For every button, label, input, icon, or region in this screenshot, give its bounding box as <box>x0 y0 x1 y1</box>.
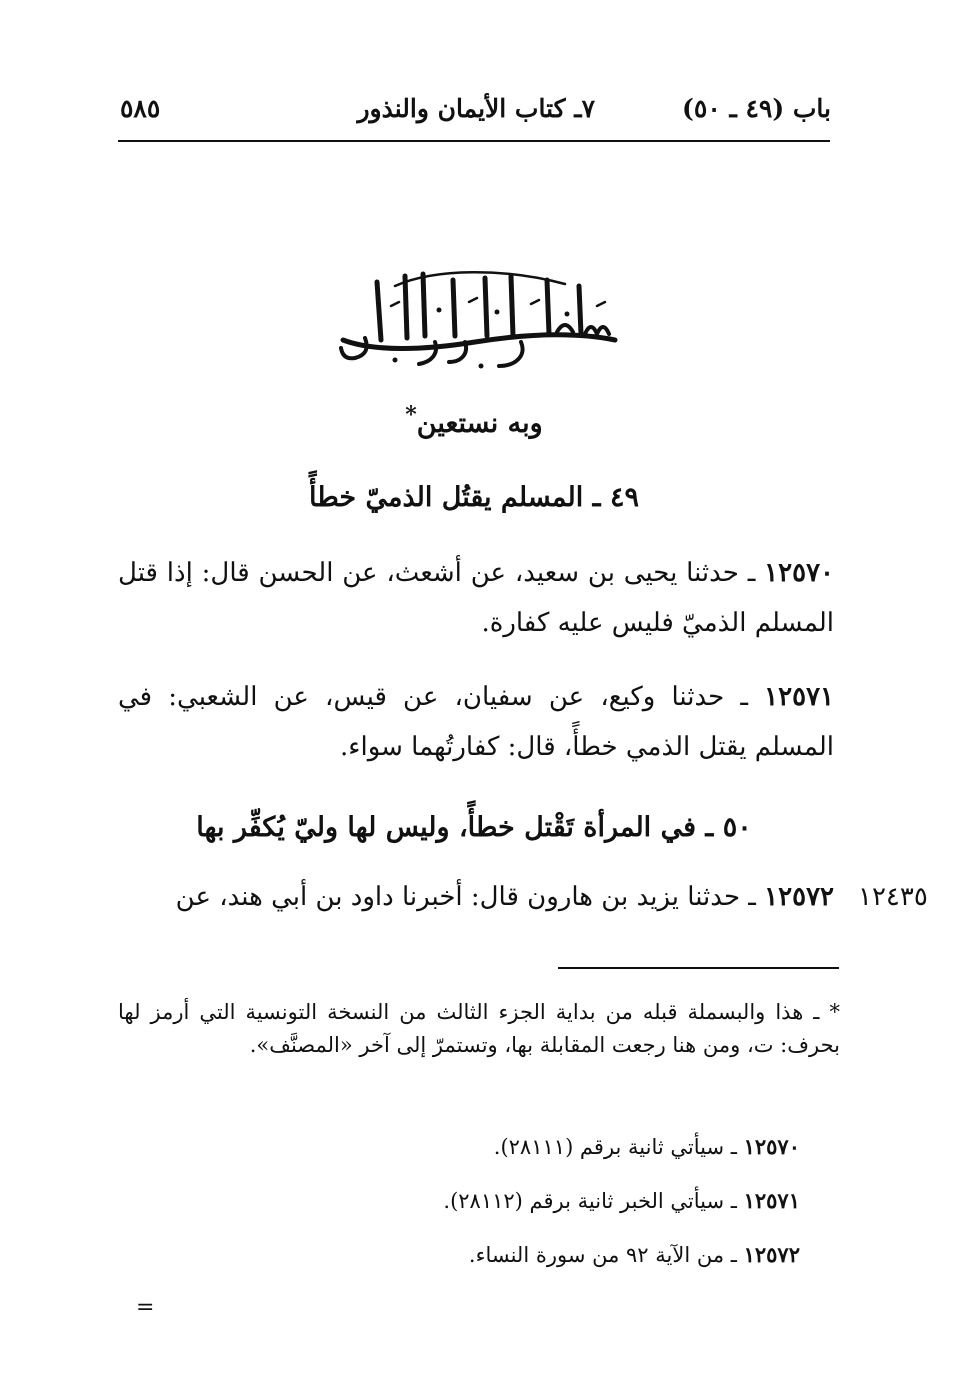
footnote-number: ١٢٥٧١ <box>743 1188 800 1213</box>
hadith-text: ـ حدثنا يحيى بن سعيد، عن أشعث، عن الحسن قال: إذا قتل المسلم الذميّ فليس عليه كفارة. <box>118 558 834 638</box>
hadith-paragraph-12570 <box>118 548 834 648</box>
footnote-12571 <box>118 1184 800 1218</box>
page-number: ٥٨٥ <box>120 94 161 123</box>
footnote-text: ـ سيأتي الخبر ثانية برقم (٢٨١١٢). <box>443 1189 744 1213</box>
section-heading-50: ٥٠ ـ في المرأة تَقْتل خطأً، وليس لها وليّ يُكفِّر بها <box>196 812 752 843</box>
hadith-paragraph-12572 <box>118 872 834 922</box>
footnote-number: ١٢٥٧٠ <box>743 1134 800 1159</box>
continuation-mark: = <box>136 1295 155 1320</box>
hadith-number: ١٢٥٧٠ <box>764 558 834 588</box>
header-divider <box>118 140 830 142</box>
hadith-text: ـ حدثنا يزيد بن هارون قال: أخبرنا داود بن أبي هند، عن <box>175 882 765 912</box>
footnote-text: ـ سيأتي ثانية برقم (٢٨١١١). <box>493 1135 744 1159</box>
footnote-text: ـ من الآية ٩٢ من سورة النساء. <box>468 1243 744 1267</box>
running-header-chapter: باب (٤٩ ـ ٥٠) <box>682 94 831 123</box>
margin-cross-reference: ١٢٤٣٥ <box>858 882 928 912</box>
invocation-line <box>118 395 830 444</box>
hadith-number: ١٢٥٧٢ <box>764 882 834 912</box>
hadith-number: ١٢٥٧١ <box>764 682 834 712</box>
hadith-paragraph-12571 <box>118 672 834 772</box>
footnote-star: * ـ هذا والبسملة قبله من بداية الجزء الثالث من النسخة التونسية التي أرمز لها بحرف: ت، ومن هنا رجعت المقابلة بها، وتستمرّ إلى آخر «المصنَّف». <box>118 1000 840 1057</box>
footnote-12572 <box>118 1238 800 1272</box>
footnote-12570 <box>118 1130 800 1164</box>
section-heading-49: ٤٩ ـ المسلم يقتُل الذميّ خطأً <box>309 482 639 513</box>
invocation-text: وبه نستعين <box>416 408 543 439</box>
hadith-text: ـ حدثنا وكيع، عن سفيان، عن قيس، عن الشعبي: في المسلم يقتل الذمي خطأً، قال: كفارتُهما سواء. <box>118 682 834 762</box>
footnote-marker-star: * <box>405 402 417 428</box>
footnote-number: ١٢٥٧٢ <box>743 1242 800 1267</box>
basmala-calligraphy <box>335 262 623 374</box>
footnote-divider <box>558 967 839 969</box>
running-header-book-title: ٧ـ كتاب الأيمان والنذور <box>357 94 595 123</box>
